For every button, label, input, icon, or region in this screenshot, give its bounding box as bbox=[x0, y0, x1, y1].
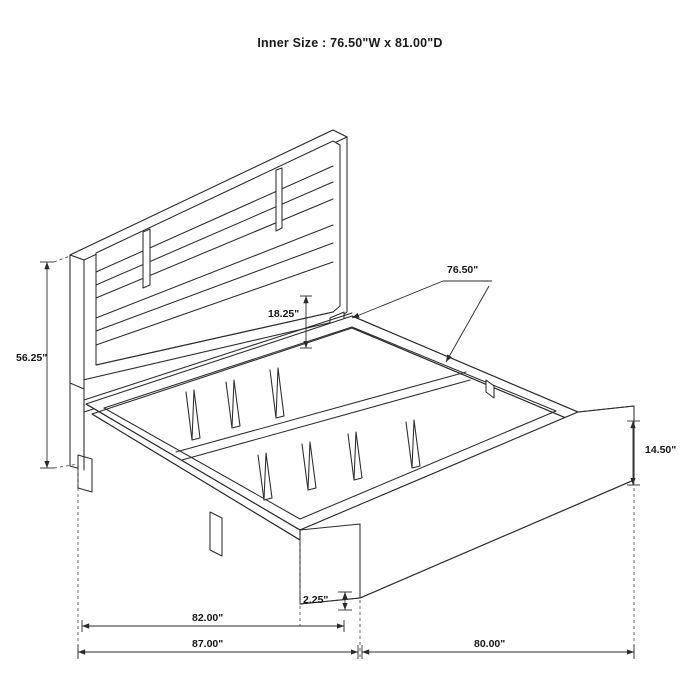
dim-label-overall-depth: 80.00" bbox=[474, 638, 506, 650]
dim-label-overall-height: 56.25" bbox=[16, 352, 48, 364]
dim-label-frame-width: 82.00" bbox=[192, 612, 224, 624]
dim-label-headboard-panel: 18.25" bbox=[268, 308, 300, 320]
page-title: Inner Size : 76.50"W x 81.00"D bbox=[257, 36, 443, 50]
dim-label-overall-width: 87.00" bbox=[192, 638, 224, 650]
dim-label-footboard-height: 14.50" bbox=[645, 444, 677, 456]
dim-label-inner-width: 76.50" bbox=[447, 264, 479, 276]
dim-label-slat-clearance: 2.25" bbox=[303, 594, 329, 606]
